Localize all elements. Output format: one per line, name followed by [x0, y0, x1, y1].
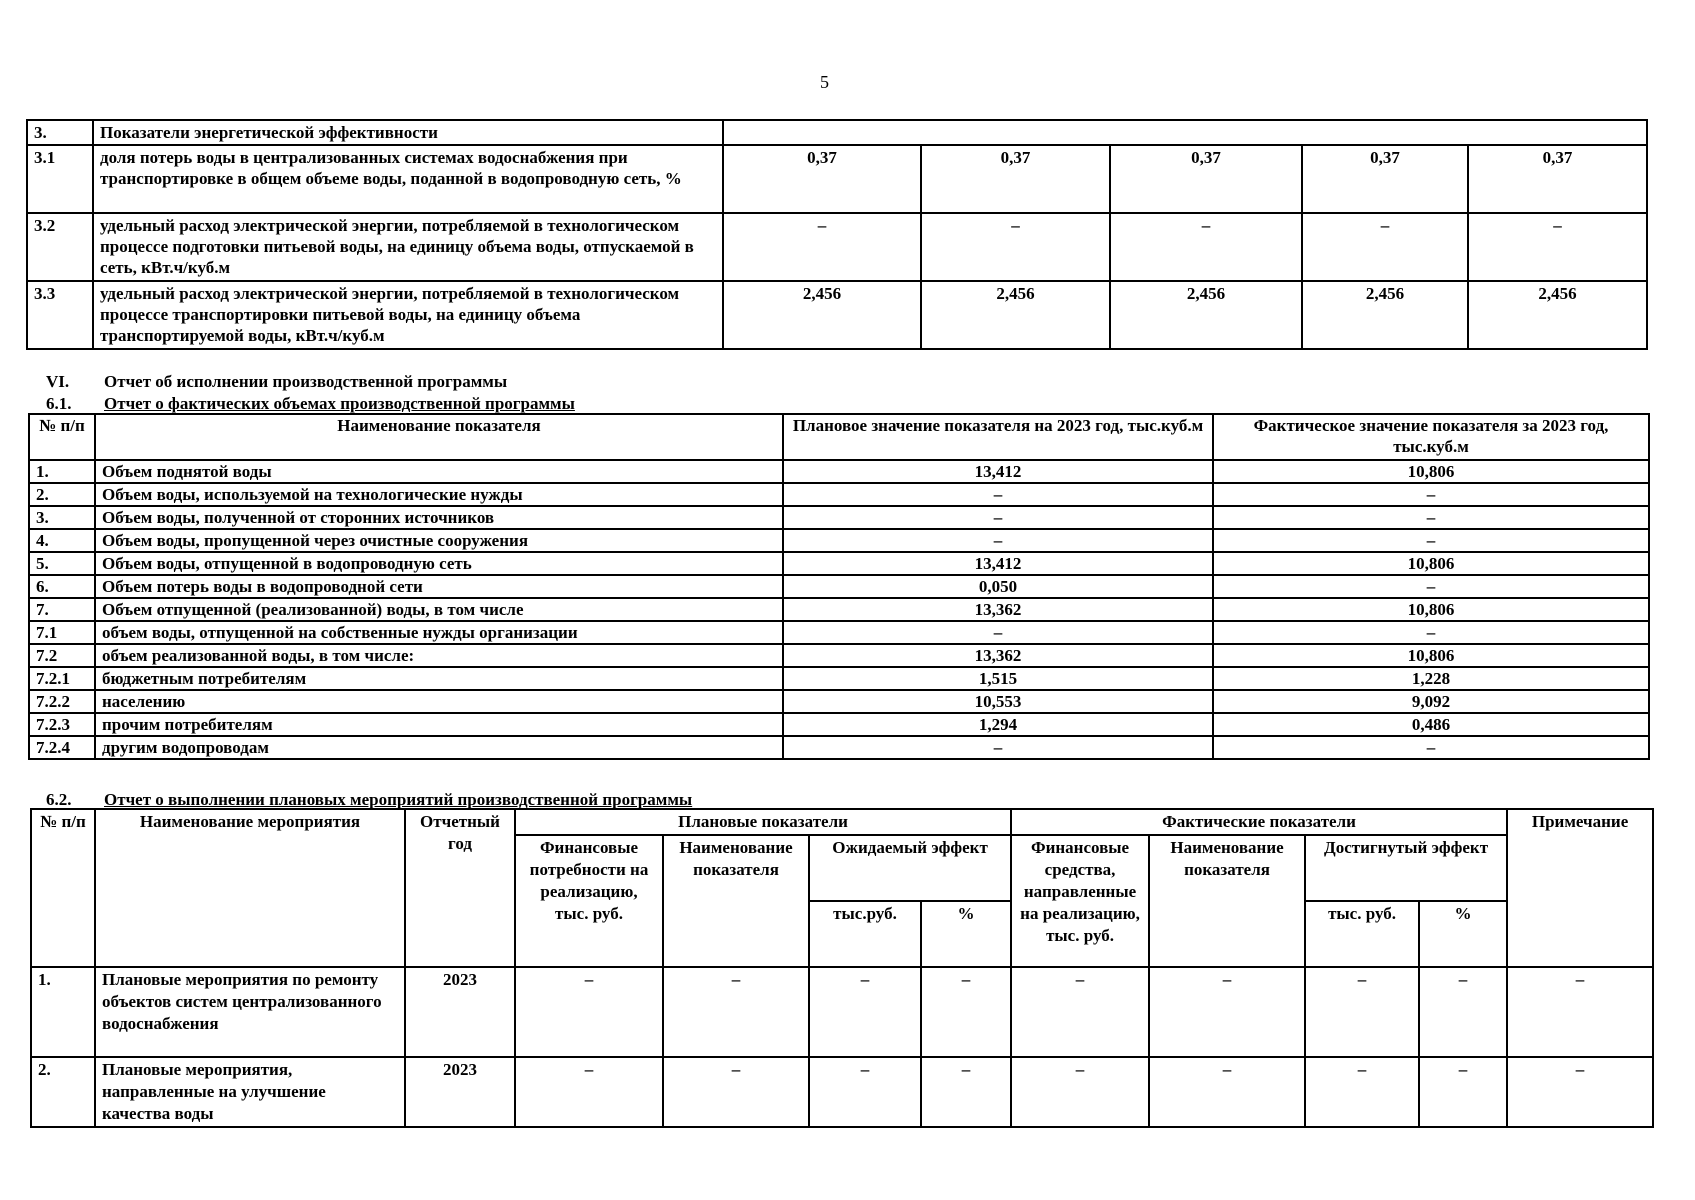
plan-value: –	[783, 736, 1213, 759]
row-number: 3.	[29, 506, 95, 529]
column-header-fact: Фактическое значение показателя за 2023 год, тыс.куб.м	[1213, 414, 1649, 460]
column-header-plan-eff-rub: тыс.руб.	[809, 901, 921, 967]
value-cell: –	[1305, 967, 1419, 1057]
indicator-name: Объем воды, используемой на технологические нужды	[95, 483, 783, 506]
value-cell: 0,37	[1468, 145, 1647, 213]
value-cell: –	[1302, 213, 1468, 281]
plan-value: 1,294	[783, 713, 1213, 736]
indicator-name: Объем воды, полученной от сторонних источников	[95, 506, 783, 529]
row-number: 1.	[29, 460, 95, 483]
value-cell: –	[663, 967, 809, 1057]
row-number: 3.1	[27, 145, 93, 213]
table-row	[29, 621, 1649, 644]
value-cell: –	[1149, 1057, 1305, 1127]
value-cell: –	[663, 1057, 809, 1127]
plan-value: 0,050	[783, 575, 1213, 598]
indicator-label: удельный расход электрической энергии, потребляемой в технологическом процессе транспортировки питьевой воды, на единицу объема транспортируемой воды, кВт.ч/куб.м	[93, 281, 723, 349]
fact-value: 0,486	[1213, 713, 1649, 736]
value-cell: –	[1011, 967, 1149, 1057]
column-header-num: № п/п	[29, 414, 95, 460]
measure-name: Плановые мероприятия, направленные на улучшение качества воды	[95, 1057, 405, 1127]
row-number: 6.	[29, 575, 95, 598]
indicator-label: удельный расход электрической энергии, потребляемой в технологическом процессе подготовки питьевой воды, на единицу объема воды, отпускаемой в сеть, кВт.ч/куб.м	[93, 213, 723, 281]
value-cell: 2,456	[1302, 281, 1468, 349]
indicator-name: Объем поднятой воды	[95, 460, 783, 483]
planned-measures-table	[30, 808, 1654, 1128]
table-row	[29, 690, 1649, 713]
value-cell: –	[1305, 1057, 1419, 1127]
value-cell: –	[1468, 213, 1647, 281]
column-header-fact-ind: Наименование показателя	[1149, 835, 1305, 967]
table-row	[29, 598, 1649, 621]
column-group-plan: Плановые показатели	[515, 809, 1011, 835]
column-header-fact-eff-rub: тыс. руб.	[1305, 901, 1419, 967]
plan-value: 13,412	[783, 460, 1213, 483]
section-title: Отчет об исполнении производственной программы	[104, 372, 508, 391]
value-cell: –	[809, 967, 921, 1057]
table-header-row	[31, 809, 1653, 835]
row-number: 1.	[31, 967, 95, 1057]
table-row	[31, 1057, 1653, 1127]
table-row	[29, 713, 1649, 736]
fact-value: 1,228	[1213, 667, 1649, 690]
indicator-name: населению	[95, 690, 783, 713]
column-header-fact-eff-pct: %	[1419, 901, 1507, 967]
indicator-name: Объем воды, пропущенной через очистные сооружения	[95, 529, 783, 552]
section-number: 6.2.	[46, 790, 72, 809]
indicator-name: объем воды, отпущенной на собственные нужды организации	[95, 621, 783, 644]
value-cell: –	[921, 967, 1011, 1057]
table-row	[29, 483, 1649, 506]
value-cell: –	[1419, 1057, 1507, 1127]
fact-value: 10,806	[1213, 460, 1649, 483]
value-cell: –	[1110, 213, 1302, 281]
plan-value: 1,515	[783, 667, 1213, 690]
fact-value: 10,806	[1213, 552, 1649, 575]
value-cell: –	[1507, 967, 1653, 1057]
table-row	[29, 736, 1649, 759]
table-row	[29, 506, 1649, 529]
section-6-1-heading	[46, 394, 575, 414]
value-cell: 0,37	[1302, 145, 1468, 213]
column-header-fact-eff: Достигнутый эффект	[1305, 835, 1507, 901]
row-number: 7.2	[29, 644, 95, 667]
table-row	[27, 281, 1647, 349]
fact-value: –	[1213, 483, 1649, 506]
value-cell: 2,456	[1110, 281, 1302, 349]
production-volumes-table	[28, 413, 1650, 760]
indicator-name: Объем отпущенной (реализованной) воды, в том числе	[95, 598, 783, 621]
value-cell: –	[921, 213, 1110, 281]
value-cell: 2,456	[921, 281, 1110, 349]
indicator-name: объем реализованной воды, в том числе:	[95, 644, 783, 667]
indicator-name: Объем воды, отпущенной в водопроводную сеть	[95, 552, 783, 575]
indicator-name: Объем потерь воды в водопроводной сети	[95, 575, 783, 598]
table-row	[27, 213, 1647, 281]
plan-value: –	[783, 506, 1213, 529]
energy-efficiency-table	[26, 119, 1648, 350]
value-cell: 2,456	[1468, 281, 1647, 349]
indicator-name: прочим потребителям	[95, 713, 783, 736]
column-header-plan-eff: Ожидаемый эффект	[809, 835, 1011, 901]
fact-value: 10,806	[1213, 644, 1649, 667]
value-cell: 2,456	[723, 281, 921, 349]
report-year: 2023	[405, 1057, 515, 1127]
table-row	[29, 575, 1649, 598]
plan-value: –	[783, 483, 1213, 506]
section-6-2-heading	[46, 790, 692, 810]
column-header-num: № п/п	[31, 809, 95, 967]
value-cell: 0,37	[921, 145, 1110, 213]
row-number: 7.2.1	[29, 667, 95, 690]
table-row	[29, 460, 1649, 483]
table-row	[29, 552, 1649, 575]
plan-value: 13,362	[783, 644, 1213, 667]
table-row	[29, 644, 1649, 667]
plan-value: 10,553	[783, 690, 1213, 713]
value-cell: –	[1419, 967, 1507, 1057]
row-number: 3.3	[27, 281, 93, 349]
plan-value: –	[783, 529, 1213, 552]
row-number: 3.	[27, 120, 93, 145]
fact-value: –	[1213, 506, 1649, 529]
row-number: 7.2.3	[29, 713, 95, 736]
table-row	[27, 120, 1647, 145]
measure-name: Плановые мероприятия по ремонту объектов систем централизованного водоснабжения	[95, 967, 405, 1057]
section-label: Показатели энергетической эффективности	[93, 120, 723, 145]
row-number: 3.2	[27, 213, 93, 281]
column-header-name: Наименование мероприятия	[95, 809, 405, 967]
table-row	[29, 529, 1649, 552]
table-header-row	[29, 414, 1649, 460]
row-number: 7.1	[29, 621, 95, 644]
value-cell: –	[921, 1057, 1011, 1127]
table-row	[31, 967, 1653, 1057]
value-cell: –	[723, 213, 921, 281]
fact-value: –	[1213, 736, 1649, 759]
column-header-fact-fin: Финансовые средства, направленные на реализацию, тыс. руб.	[1011, 835, 1149, 967]
plan-value: –	[783, 621, 1213, 644]
indicator-name: бюджетным потребителям	[95, 667, 783, 690]
row-number: 7.	[29, 598, 95, 621]
row-number: 7.2.4	[29, 736, 95, 759]
row-number: 2.	[29, 483, 95, 506]
column-header-plan-ind: Наименование показателя	[663, 835, 809, 967]
column-header-note: Примечание	[1507, 809, 1653, 967]
value-cell: –	[1507, 1057, 1653, 1127]
fact-value: –	[1213, 529, 1649, 552]
plan-value: 13,362	[783, 598, 1213, 621]
row-number: 5.	[29, 552, 95, 575]
value-cell: –	[515, 1057, 663, 1127]
fact-value: 10,806	[1213, 598, 1649, 621]
report-year: 2023	[405, 967, 515, 1057]
table-row	[27, 145, 1647, 213]
plan-value: 13,412	[783, 552, 1213, 575]
section-6-heading	[46, 372, 507, 392]
section-number: 6.1.	[46, 394, 72, 413]
column-header-plan: Плановое значение показателя на 2023 год, тыс.куб.м	[783, 414, 1213, 460]
fact-value: –	[1213, 621, 1649, 644]
indicator-label: доля потерь воды в централизованных системах водоснабжения при транспортировке в общем объеме воды, поданной в водопроводную сеть, %	[93, 145, 723, 213]
fact-value: 9,092	[1213, 690, 1649, 713]
row-number: 4.	[29, 529, 95, 552]
column-header-plan-fin: Финансовые потребности на реализацию, тыс. руб.	[515, 835, 663, 967]
column-header-plan-eff-pct: %	[921, 901, 1011, 967]
value-cell: 0,37	[1110, 145, 1302, 213]
section-title: Отчет о выполнении плановых мероприятий производственной программы	[104, 790, 693, 809]
value-cell: –	[515, 967, 663, 1057]
page-number: 5	[820, 72, 829, 92]
value-cell: 0,37	[723, 145, 921, 213]
section-title: Отчет о фактических объемах производственной программы	[104, 394, 575, 413]
column-header-name: Наименование показателя	[95, 414, 783, 460]
column-group-fact: Фактические показатели	[1011, 809, 1507, 835]
row-number: 7.2.2	[29, 690, 95, 713]
value-cell: –	[809, 1057, 921, 1127]
indicator-name: другим водопроводам	[95, 736, 783, 759]
column-header-year: Отчетный год	[405, 809, 515, 967]
value-cell: –	[1011, 1057, 1149, 1127]
value-cell: –	[1149, 967, 1305, 1057]
row-number: 2.	[31, 1057, 95, 1127]
section-number: VI.	[46, 372, 70, 391]
fact-value: –	[1213, 575, 1649, 598]
table-row	[29, 667, 1649, 690]
